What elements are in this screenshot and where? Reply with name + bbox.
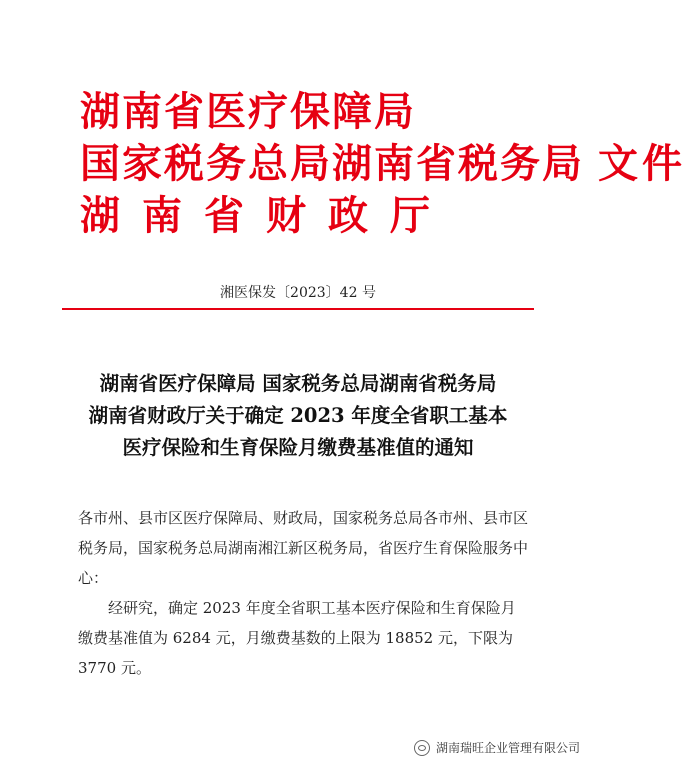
watermark-text: 湖南瑞旺企业管理有限公司	[435, 741, 580, 755]
title-line-2: 湖南省财政厅关于确定 2023 年度全省职工基本	[88, 404, 508, 427]
issuer-header	[80, 86, 686, 242]
issuer-line-1: 湖南省医疗保障局	[80, 88, 416, 135]
document-suffix: 文件	[598, 140, 686, 187]
wechat-icon	[414, 740, 430, 756]
document-body	[78, 503, 530, 683]
title-line-1: 湖南省医疗保障局 国家税务总局湖南省税务局	[99, 372, 497, 395]
issuer-line-2: 国家税务总局湖南省税务局 文件	[80, 140, 686, 187]
red-divider	[62, 308, 534, 310]
document-title	[62, 368, 534, 464]
title-line-3: 医疗保险和生育保险月缴费基准值的通知	[122, 436, 474, 459]
document-number: 湘医保发〔2023〕42 号	[220, 285, 376, 301]
body-paragraph: 经研究，确定 2023 年度全省职工基本医疗保险和生育保险月缴费基准值为 6284 元，月缴费基数的上限为 18852 元，下限为 3770 元。	[78, 599, 516, 677]
watermark	[414, 739, 580, 756]
issuer-line-3: 湖南省财政厅	[80, 192, 452, 239]
recipients: 各市州、县市区医疗保障局、财政局，国家税务总局各市州、县市区税务局，国家税务总局湖南湘江新区税务局，省医疗生育保险服务中心：	[78, 509, 529, 587]
